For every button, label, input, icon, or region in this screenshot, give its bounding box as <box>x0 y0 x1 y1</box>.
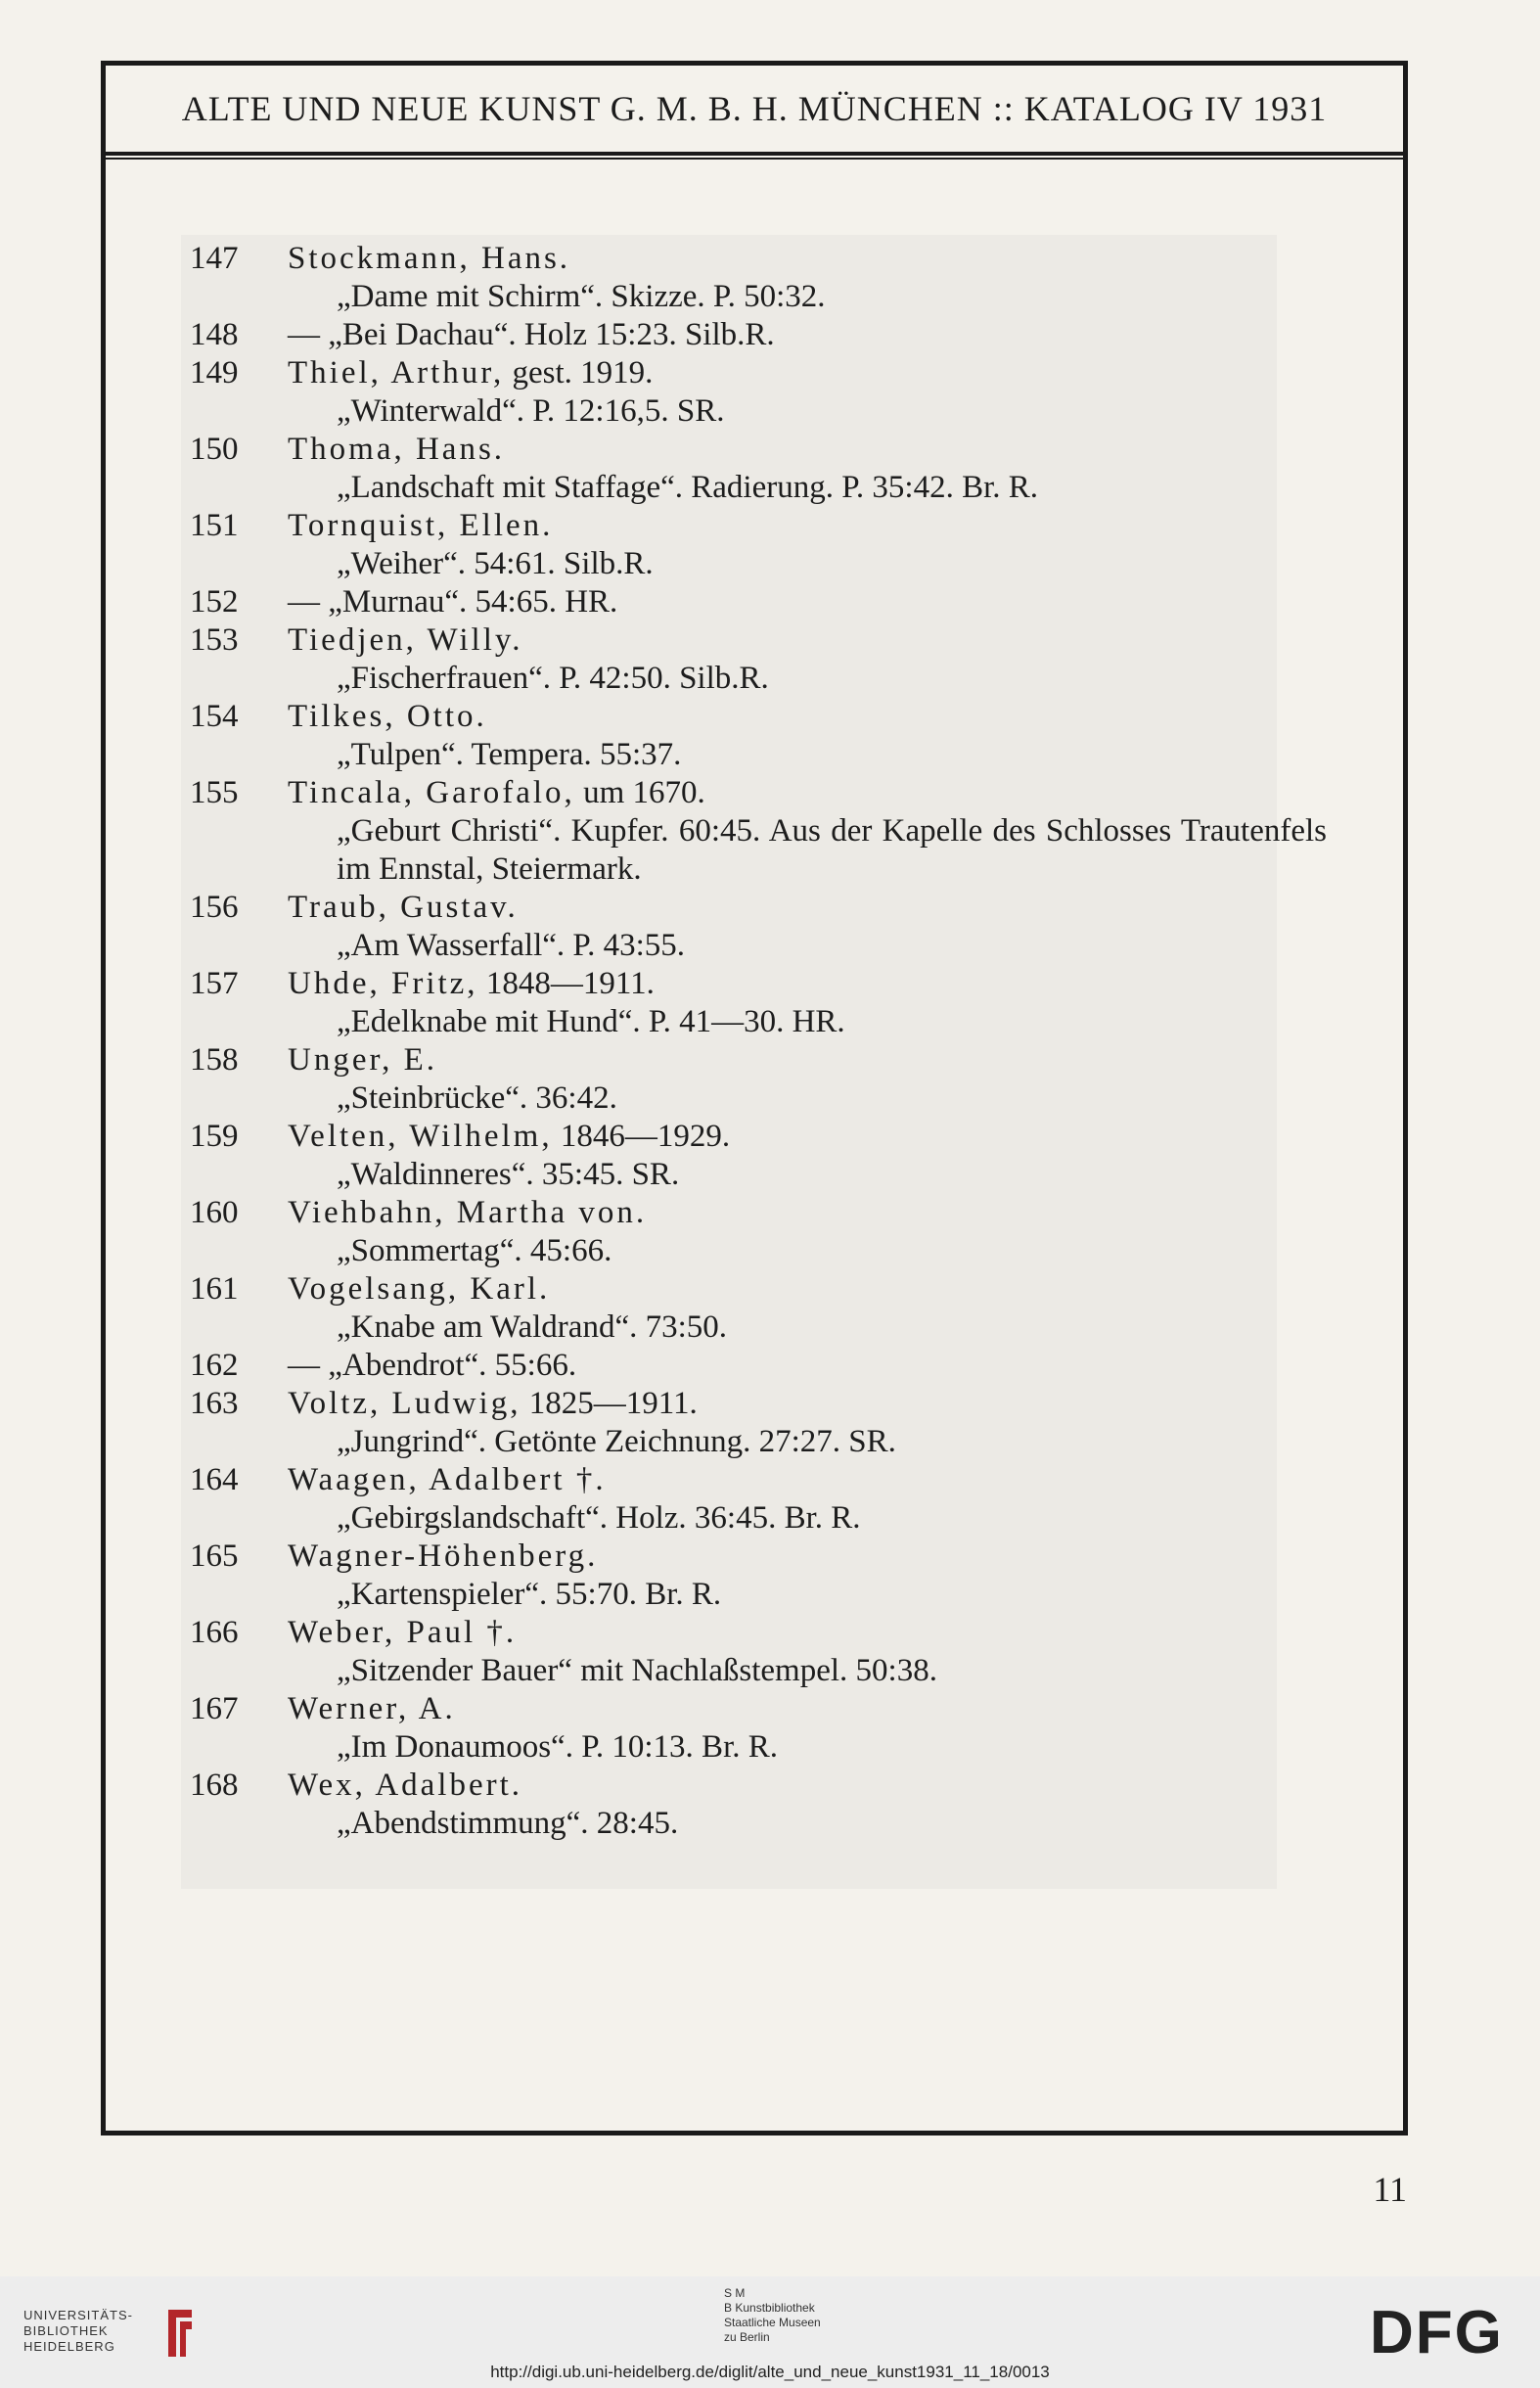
artist-dates: 1848—1911. <box>477 966 655 1001</box>
artist-name-text: Unger, E. <box>288 1042 438 1078</box>
artist-name <box>288 698 1327 736</box>
source-url[interactable]: http://digi.ub.uni-heidelberg.de/diglit/alte_und_neue_kunst1931_11_18/0013 <box>490 2363 1050 2381</box>
entry-number: 163 <box>190 1386 239 1421</box>
artist-name <box>288 1690 1327 1728</box>
artist-name-text: Viehbahn, Martha von. <box>288 1195 648 1230</box>
entry-description: „Dame mit Schirm“. Skizze. P. 50:32. <box>337 279 826 314</box>
entry-number: 153 <box>190 622 239 658</box>
artist-name-text: Stockmann, Hans. <box>288 241 571 276</box>
dfg-logo[interactable]: DFG <box>1370 2299 1504 2366</box>
catalog-entry <box>190 1270 1327 1347</box>
mid-logo-line: Staatliche Museen <box>724 2316 821 2329</box>
catalog-entry <box>190 889 1327 965</box>
library-logo-text: UNIVERSITÄTS- BIBLIOTHEK HEIDELBERG <box>23 2308 133 2354</box>
catalog-entry <box>190 1614 1327 1690</box>
catalog-entry <box>190 621 1327 698</box>
catalog-entry <box>190 1767 1327 1843</box>
entry-number: 154 <box>190 699 239 734</box>
catalog-entry <box>190 240 1327 316</box>
catalog-entry <box>190 698 1327 774</box>
heidelberg-library-logo[interactable] <box>23 2302 195 2366</box>
header-rule <box>106 158 1403 160</box>
catalog-entry <box>190 1385 1327 1461</box>
artist-name-text: Voltz, Ludwig, <box>288 1386 521 1421</box>
entry-description: „Jungrind“. Getönte Zeichnung. 27:27. SR. <box>337 1424 896 1459</box>
artist-name <box>288 1041 1327 1079</box>
artist-name <box>288 1270 1327 1309</box>
catalog-entry <box>190 583 1327 621</box>
artist-name <box>288 889 1327 927</box>
artist-name-text: Vogelsang, Karl. <box>288 1271 551 1307</box>
artist-name-text: Tincala, Garofalo, <box>288 775 575 810</box>
entry-description: „Im Donaumoos“. P. 10:13. Br. R. <box>337 1729 778 1765</box>
catalog-entry <box>190 1347 1327 1385</box>
catalog-entry <box>190 507 1327 583</box>
catalog-entry <box>190 774 1327 889</box>
entry-number: 159 <box>190 1119 239 1154</box>
entry-description: „Sommertag“. 45:66. <box>337 1233 612 1268</box>
artist-name-text: Wagner-Höhenberg. <box>288 1538 599 1574</box>
artist-dates: 1846—1929. <box>552 1119 731 1154</box>
artist-dates: um 1670. <box>574 775 705 810</box>
entry-description: „Gebirgslandschaft“. Holz. 36:45. Br. R. <box>337 1500 861 1536</box>
artist-name <box>288 1767 1327 1805</box>
entry-number: 165 <box>190 1538 239 1574</box>
page-number: 11 <box>1373 2170 1407 2209</box>
artist-name <box>288 1538 1327 1576</box>
entry-description: „Tulpen“. Tempera. 55:37. <box>337 737 682 772</box>
artist-name <box>288 621 1327 660</box>
artist-name-text: Thoma, Hans. <box>288 432 506 467</box>
entry-number: 148 <box>190 317 239 352</box>
entry-number: 147 <box>190 241 239 276</box>
artist-dates: 1825—1911. <box>521 1386 698 1421</box>
entry-number: 164 <box>190 1462 239 1497</box>
catalog-entry <box>190 1461 1327 1538</box>
artist-name <box>288 1614 1327 1652</box>
artist-name-text: Thiel, Arthur, <box>288 355 505 390</box>
artist-name-text: Uhde, Fritz, <box>288 966 478 1001</box>
entry-number: 152 <box>190 584 239 620</box>
entry-description: „Geburt Christi“. Kupfer. 60:45. Aus der Kapelle des Schlosses Trautenfels im Ennstal, Steiermark. <box>337 813 1327 887</box>
entry-description: „Abendstimmung“. 28:45. <box>337 1806 679 1841</box>
library-emblem-icon <box>159 2306 198 2361</box>
entry-description: — „Murnau“. 54:65. HR. <box>288 584 618 620</box>
entry-number: 156 <box>190 890 239 925</box>
catalog-header: ALTE UND NEUE KUNST G. M. B. H. MÜNCHEN :: KATALOG IV 1931 <box>106 66 1403 156</box>
catalog-entry <box>190 1041 1327 1118</box>
artist-name <box>288 1194 1327 1232</box>
entry-description: „Weiher“. 54:61. Silb.R. <box>337 546 654 581</box>
artist-name <box>288 354 1327 392</box>
artist-name <box>288 1461 1327 1499</box>
catalog-entry <box>190 965 1327 1041</box>
entry-description: „Landschaft mit Staffage“. Radierung. P. 35:42. Br. R. <box>337 470 1039 505</box>
catalog-entry <box>190 316 1327 354</box>
artist-name-text: Velten, Wilhelm, <box>288 1119 553 1154</box>
catalog-entry <box>190 1194 1327 1270</box>
catalog-entry <box>190 1690 1327 1767</box>
artist-name <box>288 240 1327 278</box>
artist-name-text: Traub, Gustav. <box>288 890 519 925</box>
entry-description: „Waldinneres“. 35:45. SR. <box>337 1157 680 1192</box>
artist-name-text: Waagen, Adalbert †. <box>288 1462 607 1497</box>
catalog-entry <box>190 1118 1327 1194</box>
entry-number: 149 <box>190 355 239 390</box>
entry-description: — „Abendrot“. 55:66. <box>288 1348 577 1383</box>
artist-name-text: Wex, Adalbert. <box>288 1768 523 1803</box>
mid-logo-line: S M <box>724 2286 746 2300</box>
entry-number: 157 <box>190 966 239 1001</box>
entry-description: „Sitzender Bauer“ mit Nachlaßstempel. 50:38. <box>337 1653 937 1688</box>
entry-number: 155 <box>190 775 239 810</box>
entry-description: „Kartenspieler“. 55:70. Br. R. <box>337 1577 722 1612</box>
entry-number: 150 <box>190 432 239 467</box>
artist-name <box>288 1385 1327 1423</box>
artist-name <box>288 507 1327 545</box>
artist-name <box>288 1118 1327 1156</box>
entry-description: „Edelknabe mit Hund“. P. 41—30. HR. <box>337 1004 845 1039</box>
entry-number: 160 <box>190 1195 239 1230</box>
entry-number: 158 <box>190 1042 239 1078</box>
entry-number: 168 <box>190 1768 239 1803</box>
entry-description: „Steinbrücke“. 36:42. <box>337 1080 617 1116</box>
artist-name-text: Tornquist, Ellen. <box>288 508 554 543</box>
artist-name <box>288 431 1327 469</box>
artist-name <box>288 965 1327 1003</box>
mid-logo-line: B Kunstbibliothek <box>724 2301 815 2315</box>
entry-number: 162 <box>190 1348 239 1383</box>
entry-number: 166 <box>190 1615 239 1650</box>
artist-dates: gest. 1919. <box>504 355 654 390</box>
artist-name-text: Werner, A. <box>288 1691 456 1726</box>
entry-description: „Am Wasserfall“. P. 43:55. <box>337 928 686 963</box>
catalog-entry <box>190 354 1327 431</box>
artist-name <box>288 774 1327 812</box>
page-frame <box>101 61 1408 2135</box>
catalog-entry <box>190 431 1327 507</box>
kunstbibliothek-logo[interactable] <box>724 2286 861 2345</box>
artist-name-text: Weber, Paul †. <box>288 1615 518 1650</box>
mid-logo-line: zu Berlin <box>724 2330 770 2344</box>
artist-name-text: Tilkes, Otto. <box>288 699 487 734</box>
entry-number: 167 <box>190 1691 239 1726</box>
entry-description: — „Bei Dachau“. Holz 15:23. Silb.R. <box>288 317 775 352</box>
entry-description: „Fischerfrauen“. P. 42:50. Silb.R. <box>337 661 769 696</box>
entry-description: „Winterwald“. P. 12:16,5. SR. <box>337 393 725 429</box>
entry-description: „Knabe am Waldrand“. 73:50. <box>337 1309 728 1345</box>
catalog-entry <box>190 1538 1327 1614</box>
entry-number: 151 <box>190 508 239 543</box>
artist-name-text: Tiedjen, Willy. <box>288 622 523 658</box>
entry-number: 161 <box>190 1271 239 1307</box>
entry-list <box>190 240 1327 1843</box>
